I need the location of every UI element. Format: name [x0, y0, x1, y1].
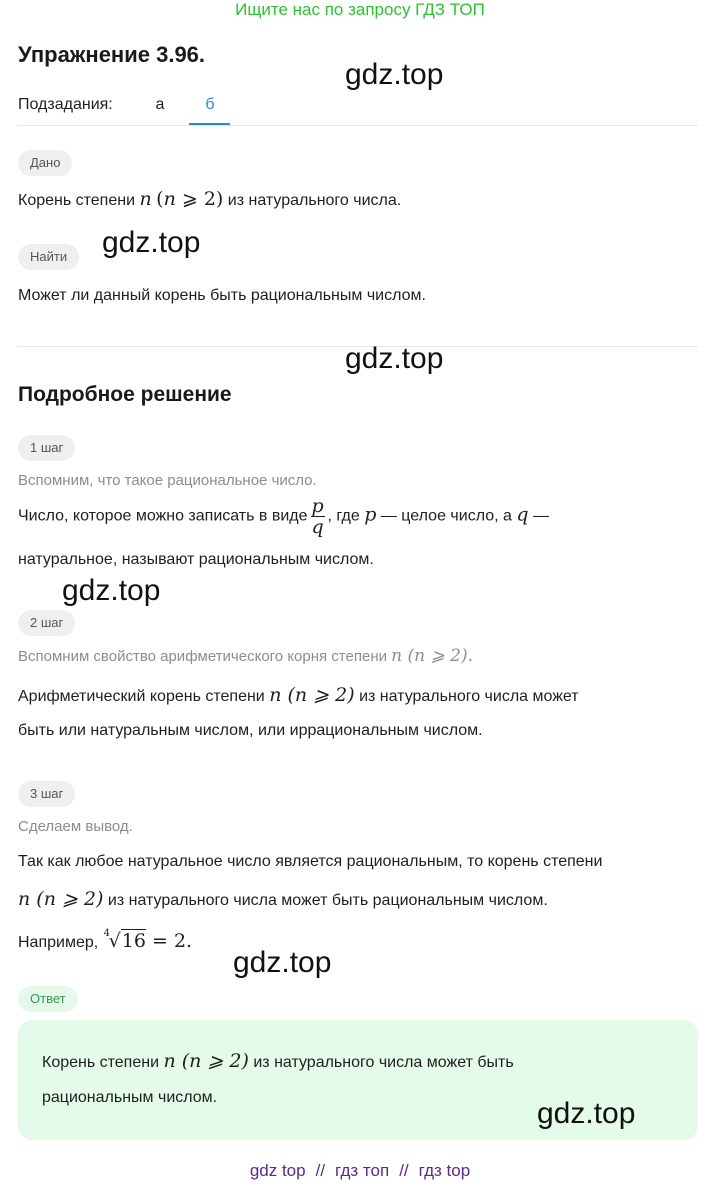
footer-link-1[interactable]: gdz top — [249, 1161, 306, 1180]
frac-denominator: q — [311, 516, 324, 538]
step1-line2: натуральное, называют рациональным числом. — [18, 551, 374, 568]
step1-line1 — [18, 496, 549, 537]
answer-text-b: из натурального числа может быть — [253, 1054, 514, 1071]
step1-hint: Вспомним, что такое рациональное число. — [18, 472, 317, 489]
root-equals: = 2. — [145, 930, 193, 952]
given-math-n2: n — [163, 188, 176, 210]
given-math-paren: ( — [156, 188, 164, 210]
subtasks-label: Подзадания: — [18, 96, 113, 113]
step3-math: n (n ⩾ 2) — [18, 888, 104, 910]
step2-hint-text: Вспомним свойство арифметического корня степени — [18, 648, 387, 665]
given-text-after: из натурального числа. — [227, 192, 402, 209]
step1-text-c: — целое число, а — [380, 507, 512, 525]
watermark: gdz.top — [102, 226, 201, 259]
step3-text-b: из натурального числа может быть рациональным числом. — [107, 892, 548, 909]
step2-badge: 2 шаг — [18, 610, 75, 636]
given-badge: Дано — [18, 150, 72, 176]
tabs-divider — [18, 125, 698, 126]
footer-separator: // — [315, 1161, 326, 1180]
step1-text-b: , где — [327, 507, 360, 525]
step1-text-d: — — [532, 507, 549, 525]
step3-hint: Сделаем вывод. — [18, 818, 133, 835]
given-text — [18, 188, 401, 210]
given-text-before: Корень степени — [18, 192, 136, 209]
step2-text-b: из натурального числа может — [359, 688, 579, 705]
step1-badge: 1 шаг — [18, 435, 75, 461]
search-banner: Ищите нас по запросу ГДЗ ТОП — [235, 0, 485, 19]
find-badge: Найти — [18, 244, 79, 270]
answer-text-a: Корень степени — [42, 1054, 160, 1071]
step3-example — [18, 930, 192, 952]
step2-hint — [18, 646, 473, 666]
footer-links — [0, 1161, 720, 1181]
footer-link-2[interactable]: гдз топ — [335, 1161, 390, 1180]
tab-a[interactable]: а — [155, 96, 165, 113]
radicand: 16 — [121, 930, 146, 952]
watermark: gdz.top — [345, 58, 444, 91]
step3-line2 — [18, 888, 548, 910]
step2-line2: быть или натуральным числом, или иррациональным числом. — [18, 722, 483, 739]
step1-text-a: Число, которое можно записать в виде — [18, 507, 308, 525]
fraction-p-over-q — [311, 496, 325, 537]
given-math-rel: ⩾ 2) — [175, 188, 224, 210]
find-text: Может ли данный корень быть рациональным числом. — [18, 287, 426, 304]
step2-math: n (n ⩾ 2) — [269, 684, 355, 706]
footer-link-3[interactable]: гдз top — [418, 1161, 471, 1180]
answer-line2: рациональным числом. — [42, 1089, 218, 1106]
solution-heading: Подробное решение — [18, 383, 232, 406]
step2-text-a: Арифметический корень степени — [18, 688, 265, 705]
radical-sign: √ — [108, 930, 121, 952]
fourth-root — [103, 930, 146, 952]
step2-hint-math: n (n ⩾ 2). — [391, 646, 473, 666]
root-index: 4 — [103, 928, 111, 939]
step3-badge: 3 шаг — [18, 781, 75, 807]
given-math-n: n — [139, 188, 152, 210]
tab-b[interactable]: б — [205, 96, 215, 113]
watermark: gdz.top — [345, 342, 444, 375]
page-title: Упражнение 3.96. — [18, 42, 206, 67]
watermark: gdz.top — [62, 574, 161, 607]
example-text: Например, — [18, 934, 99, 951]
answer-badge: Ответ — [18, 986, 78, 1012]
frac-numerator: p — [311, 495, 324, 517]
answer-math: n (n ⩾ 2) — [163, 1050, 249, 1072]
step1-var-p: p — [364, 503, 377, 526]
watermark: gdz.top — [233, 946, 332, 979]
step3-line1: Так как любое натуральное число является рациональным, то корень степени — [18, 853, 603, 870]
answer-line1 — [42, 1050, 514, 1072]
step1-var-q: q — [516, 503, 529, 526]
step2-line1 — [18, 684, 579, 706]
footer-separator: // — [399, 1161, 409, 1180]
watermark: gdz.top — [537, 1097, 636, 1130]
